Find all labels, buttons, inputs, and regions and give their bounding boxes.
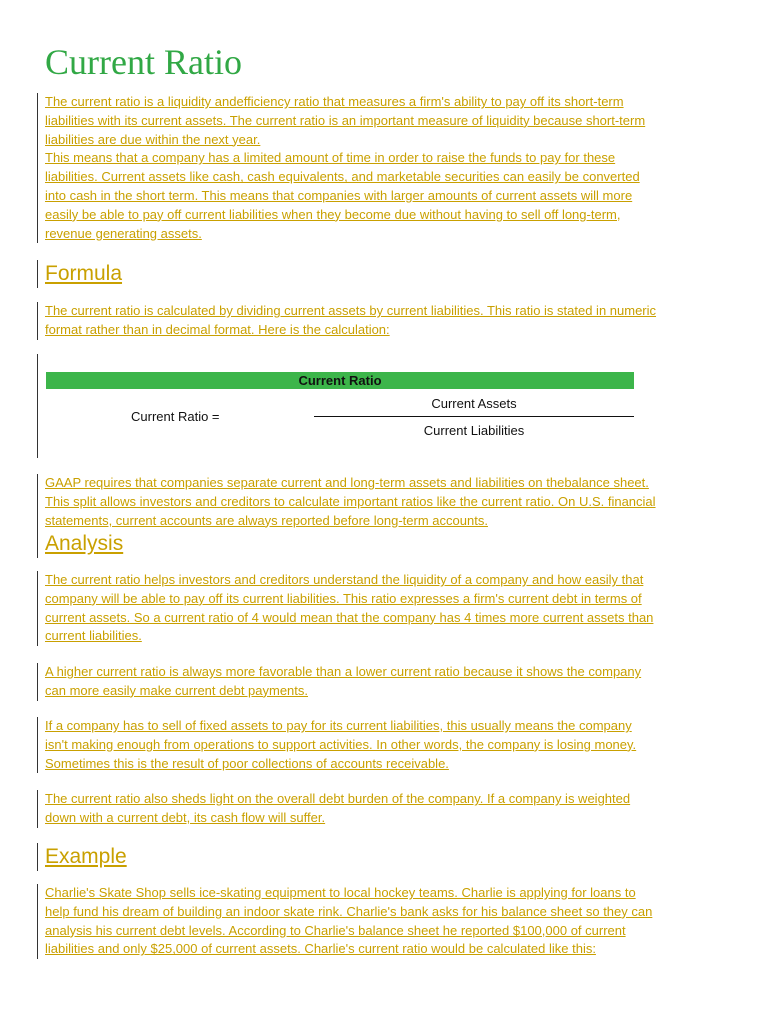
formula-heading-block xyxy=(37,260,237,288)
formula-figure xyxy=(37,354,657,458)
gaap-block xyxy=(37,474,737,530)
intro-block xyxy=(37,93,727,243)
analysis-heading[interactable]: Analysis xyxy=(45,532,124,555)
page-title: Current Ratio xyxy=(45,42,242,82)
formula-text-block xyxy=(37,302,737,340)
formula-numerator: Current Assets xyxy=(431,396,517,411)
intro-paragraph-2[interactable]: This means that a company has a limited amount of time in order to raise the funds to pay for these liabilities. Current assets like cash, cash equivalents, and marketable securities can easily be converted into cash in the short term. This means that companies with larger amounts of current assets will more easily be able to pay off current liabilities when they become due without having to sell off long-term, revenue generating assets. xyxy=(45,150,640,241)
formula-paragraph[interactable]: The current ratio is calculated by dividing current assets by current liabilities. This ratio is stated in numeric format rather than in decimal format. Here is the calculation: xyxy=(45,303,657,337)
analysis-heading-block xyxy=(37,530,237,558)
analysis-block-4 xyxy=(37,790,737,828)
analysis-paragraph-2[interactable]: A higher current ratio is always more favorable than a lower current ratio because it shows the company can more easily make current debt payments. xyxy=(45,664,642,698)
example-heading-block xyxy=(37,843,237,871)
analysis-paragraph-1[interactable]: The current ratio helps investors and creditors understand the liquidity of a company and how easily that company will be able to pay off its current liabilities. This ratio expresses a firm's current debt in terms of current assets. So a current ratio of 4 would mean that the company has 4 times more current assets than current liabilities. xyxy=(45,572,654,644)
analysis-block-3 xyxy=(37,717,737,773)
intro-paragraph-1[interactable]: The current ratio is a liquidity andefficiency ratio that measures a firm's ability to pay off its short-term liabilities with its current assets. The current ratio is an important measure of liquidity because short-term liabilities are due within the next year. xyxy=(45,94,646,147)
analysis-block-1 xyxy=(37,571,737,646)
analysis-block-2 xyxy=(37,663,737,701)
gaap-paragraph[interactable]: GAAP requires that companies separate current and long-term assets and liabilities on thebalance sheet. This split allows investors and creditors to calculate important ratios like the current ratio. On U.S. financial statements, current accounts are always reported before long-term accounts. xyxy=(45,475,656,528)
fraction-line xyxy=(314,416,634,417)
analysis-paragraph-3[interactable]: If a company has to sell of fixed assets to pay for its current liabilities, this usually means the company isn't making enough from operations to support activities. In other words, the company is losing money. Sometimes this is the result of poor collections of accounts receivable. xyxy=(45,718,637,771)
formula-bar-title: Current Ratio xyxy=(46,372,634,389)
example-paragraph[interactable]: Charlie's Skate Shop sells ice-skating equipment to local hockey teams. Charlie is applying for loans to help fund his dream of building an indoor skate rink. Charlie's bank asks for his balance sheet so they can analysis his current debt levels. According to Charlie's balance sheet he reported $100,000 of current liabilities and only $25,000 of current assets. Charlie's current ratio would be calculated like this: xyxy=(45,885,653,957)
formula-heading[interactable]: Formula xyxy=(45,262,123,285)
formula-lhs: Current Ratio = xyxy=(131,409,220,424)
example-heading[interactable]: Example xyxy=(45,845,127,868)
example-block xyxy=(37,884,737,959)
formula-denominator: Current Liabilities xyxy=(423,423,525,438)
analysis-paragraph-4[interactable]: The current ratio also sheds light on the overall debt burden of the company. If a company is weighted down with a current debt, its cash flow will suffer. xyxy=(45,791,631,825)
